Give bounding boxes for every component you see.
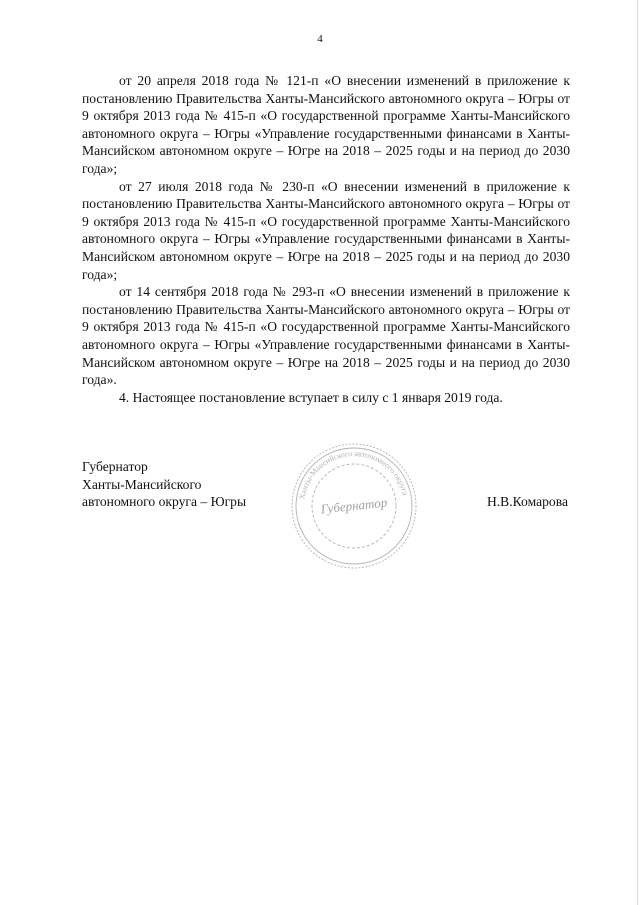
signatory-position-line: автономного округа – Югры bbox=[82, 494, 247, 510]
stamp-ring-text: Ханты-Мансийского автономного округа bbox=[297, 448, 410, 501]
paragraph-amendment-121: от 20 апреля 2018 года № 121-п «О внесении изменений в приложение к постановлению Правительства Ханты-Мансийского автономного округа – Югры от 9 октября 2013 года № 415-п «О государственной программе Ханты-Мансийского автономного округа – Югры «Управление государственными финансами в Ханты-Мансийском автономном округе – Югре на 2018 – 2025 годы и на период до 2030 года»; bbox=[82, 73, 570, 176]
signatory-position-line: Губернатор bbox=[82, 459, 148, 474]
signatory-position bbox=[82, 458, 246, 511]
page-number: 4 bbox=[317, 33, 323, 45]
signatory-position-line: Ханты-Мансийского bbox=[82, 476, 202, 492]
decree-body bbox=[82, 72, 570, 406]
official-seal-stamp bbox=[288, 440, 420, 572]
paragraph-amendment-230: от 27 июля 2018 года № 230-п «О внесении изменений в приложение к постановлению Правительства Ханты-Мансийского автономного округа – Югры от 9 октября 2013 года № 415-п «О государственной программе Ханты-Мансийского автономного округа – Югры «Управление государственными финансами в Ханты-Мансийском автономном округе – Югре на 2018 – 2025 годы и на период до 2030 года»; bbox=[82, 178, 570, 282]
paragraph-effective-date: 4. Настоящее постановление вступает в силу с 1 января 2019 года. bbox=[119, 389, 503, 405]
page-edge bbox=[637, 0, 638, 905]
signatory-name: Н.В.Комарова bbox=[486, 494, 568, 509]
stamp-center-text: Губернатор bbox=[319, 494, 388, 517]
paragraph-amendment-293: от 14 сентября 2018 года № 293-п «О внесении изменений в приложение к постановлению Правительства Ханты-Мансийского автономного округа – Югры от 9 октября 2013 года № 415-п «О государственной программе Ханты-Мансийского автономного округа – Югры «Управление государственными финансами в Ханты-Мансийском автономном округе – Югре на 2018 – 2025 годы и на период до 2030 года». bbox=[82, 284, 570, 388]
